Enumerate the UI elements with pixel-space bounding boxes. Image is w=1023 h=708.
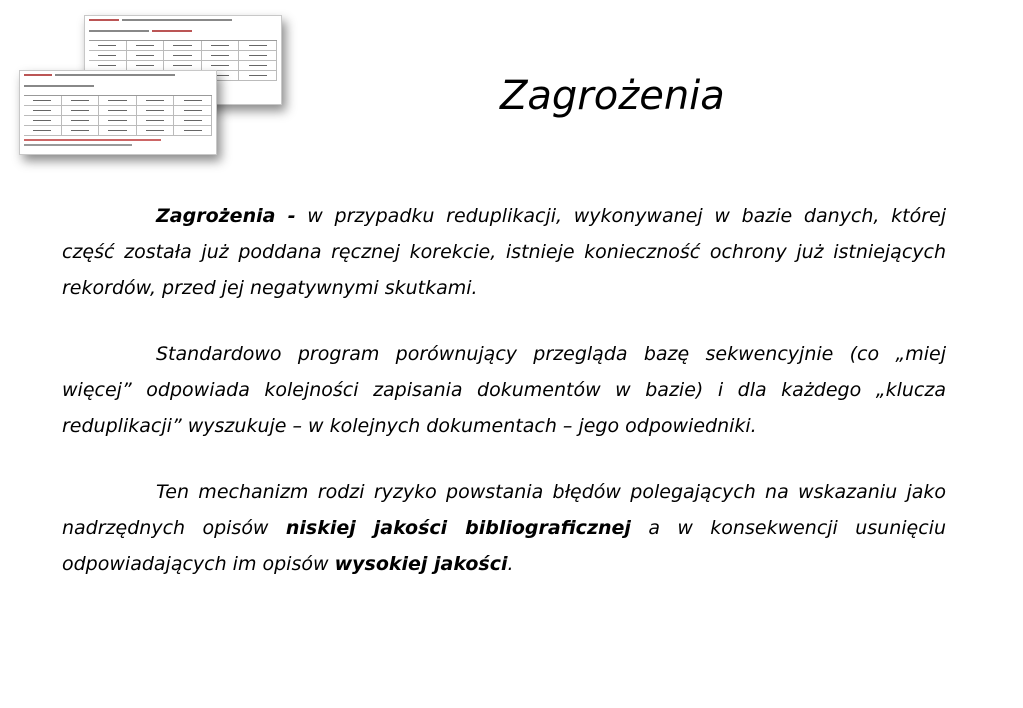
definition-text: w przypadku reduplikacji, wykonywanej w bazie danych, której część została już poddana ręcznej korekcie, istnieje konieczność ochrony już istniejących rekordów, przed jej negatywnymi skutkami.	[62, 205, 946, 299]
risk-text-b: a w konsekwencji usunięciu odpowiadających im opisów	[62, 517, 946, 575]
term-label: Zagrożenia -	[156, 205, 296, 227]
screenshot-thumbnail-front	[19, 70, 217, 155]
slide-body	[62, 198, 946, 612]
risk-emphasis-low-quality: niskiej jakości bibliograficznej	[285, 517, 631, 539]
slide-title: Zagrożenia	[500, 73, 725, 119]
risk-text-a: Ten mechanizm rodzi ryzyko powstania błędów polegających na wskazaniu jako nadrzędnych opisów	[62, 481, 946, 539]
paragraph-definition	[62, 198, 946, 306]
risk-text-c: .	[507, 553, 514, 575]
paragraph-risk	[62, 474, 946, 582]
paragraph-standard-process: Standardowo program porównujący przegląda bazę sekwencyjnie (co „miej więcej” odpowiada kolejności zapisania dokumentów w bazie) i dla każdego „klucza reduplikacji” wyszukuje – w kolejnych dokumentach – jego odpowiedniki.	[62, 343, 946, 437]
risk-emphasis-high-quality: wysokiej jakości	[334, 553, 508, 575]
